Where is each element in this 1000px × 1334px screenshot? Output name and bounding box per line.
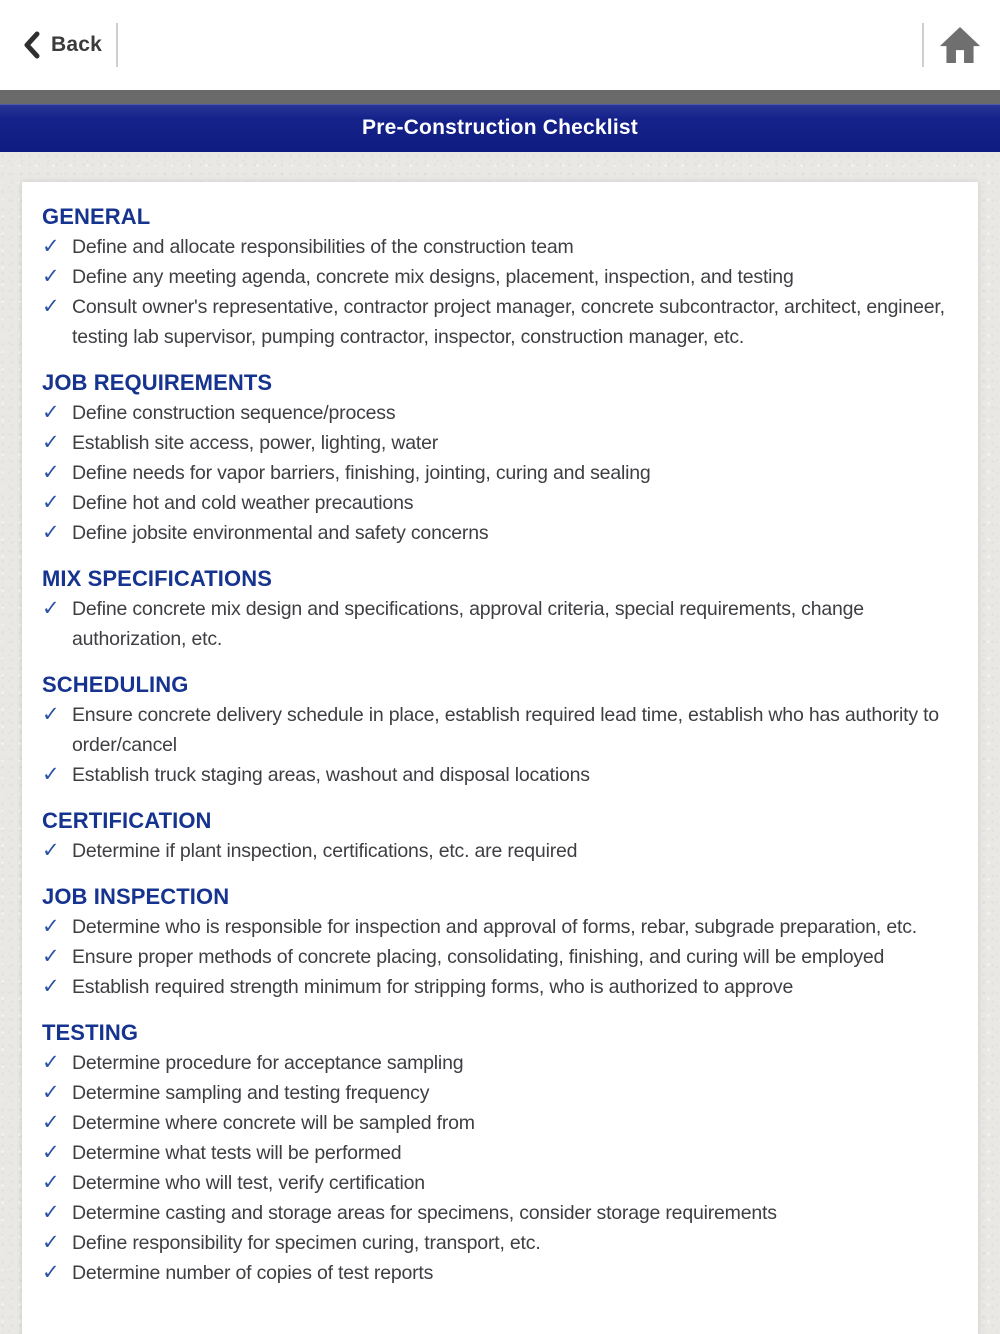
checklist-item xyxy=(42,292,958,352)
checklist-item xyxy=(42,760,958,790)
check-icon: ✓ xyxy=(42,1261,60,1284)
checklist-item-text: Define and allocate responsibilities of the construction team xyxy=(72,236,574,258)
check-icon: ✓ xyxy=(42,461,60,484)
checklist-item xyxy=(42,428,958,458)
checklist-section xyxy=(42,202,958,352)
checklist-item xyxy=(42,700,958,760)
checklist-section xyxy=(42,368,958,548)
checklist-item xyxy=(42,594,958,654)
checklist-item-text: Define responsibility for specimen curing, transport, etc. xyxy=(72,1232,541,1254)
home-button[interactable] xyxy=(938,23,982,67)
checklist-item-text: Define needs for vapor barriers, finishing, jointing, curing and sealing xyxy=(72,462,651,484)
checklist-item-text: Determine procedure for acceptance sampling xyxy=(72,1052,464,1074)
checklist-item-text: Define jobsite environmental and safety concerns xyxy=(72,522,489,544)
content-area xyxy=(0,152,1000,1334)
checklist-item-text: Ensure proper methods of concrete placing, consolidating, finishing, and curing will be employed xyxy=(72,946,885,968)
check-icon: ✓ xyxy=(42,401,60,424)
check-icon: ✓ xyxy=(42,431,60,454)
nav-divider-right xyxy=(922,23,924,67)
checklist-item-text: Determine casting and storage areas for specimens, consider storage requirements xyxy=(72,1202,777,1224)
checklist-item-text: Establish required strength minimum for stripping forms, who is authorized to approve xyxy=(72,976,794,998)
checklist-item-text: Determine what tests will be performed xyxy=(72,1142,402,1164)
checklist-item-text: Define construction sequence/process xyxy=(72,402,396,424)
checklist-card xyxy=(22,182,978,1334)
back-button[interactable] xyxy=(22,31,102,59)
checklist-item-text: Determine number of copies of test reports xyxy=(72,1262,434,1284)
checklist-sections xyxy=(42,202,958,1288)
checklist-item xyxy=(42,398,958,428)
checklist-item xyxy=(42,1078,958,1108)
checklist-item xyxy=(42,1228,958,1258)
top-nav-bar xyxy=(0,0,1000,90)
nav-divider-left xyxy=(116,23,118,67)
check-icon: ✓ xyxy=(42,597,60,620)
checklist-item xyxy=(42,1048,958,1078)
checklist-item-text: Establish site access, power, lighting, water xyxy=(72,432,439,454)
checklist-item-text: Define any meeting agenda, concrete mix designs, placement, inspection, and testing xyxy=(72,266,794,288)
checklist-item-text: Determine who is responsible for inspection and approval of forms, rebar, subgrade preparation, etc. xyxy=(72,916,917,938)
check-icon: ✓ xyxy=(42,1141,60,1164)
check-icon: ✓ xyxy=(42,915,60,938)
page-title: Pre-Construction Checklist xyxy=(362,116,638,139)
check-icon: ✓ xyxy=(42,1171,60,1194)
checklist-item xyxy=(42,488,958,518)
section-heading: TESTING xyxy=(42,1020,139,1045)
checklist-item xyxy=(42,1108,958,1138)
check-icon: ✓ xyxy=(42,763,60,786)
check-icon: ✓ xyxy=(42,1231,60,1254)
back-label: Back xyxy=(51,33,103,56)
home-icon xyxy=(938,23,982,67)
checklist-item xyxy=(42,912,958,942)
checklist-item xyxy=(42,1168,958,1198)
checklist-item xyxy=(42,972,958,1002)
checklist-item xyxy=(42,458,958,488)
checklist-item-text: Determine where concrete will be sampled from xyxy=(72,1112,475,1134)
section-heading: CERTIFICATION xyxy=(42,808,212,833)
checklist-item-text: Consult owner's representative, contractor project manager, concrete subcontractor, architect, engineer, testing lab supervisor, pumping contractor, inspector, construction manager, etc. xyxy=(72,296,945,348)
section-heading: GENERAL xyxy=(42,204,151,229)
check-icon: ✓ xyxy=(42,975,60,998)
section-heading: JOB REQUIREMENTS xyxy=(42,370,273,395)
checklist-item-text: Determine sampling and testing frequency xyxy=(72,1082,430,1104)
back-chevron-icon xyxy=(22,31,42,59)
checklist-item-text: Determine if plant inspection, certifications, etc. are required xyxy=(72,840,578,862)
title-bar xyxy=(0,104,1000,152)
check-icon: ✓ xyxy=(42,703,60,726)
checklist-item xyxy=(42,1198,958,1228)
checklist-item-text: Define concrete mix design and specifications, approval criteria, special requirements, change authorization, etc. xyxy=(72,598,864,650)
section-heading: MIX SPECIFICATIONS xyxy=(42,566,272,591)
checklist-section xyxy=(42,1018,958,1288)
checklist-section xyxy=(42,806,958,866)
check-icon: ✓ xyxy=(42,1081,60,1104)
checklist-item xyxy=(42,1258,958,1288)
checklist-item xyxy=(42,518,958,548)
check-icon: ✓ xyxy=(42,1051,60,1074)
checklist-item-text: Determine who will test, verify certification xyxy=(72,1172,425,1194)
check-icon: ✓ xyxy=(42,491,60,514)
checklist-item xyxy=(42,836,958,866)
checklist-item xyxy=(42,1138,958,1168)
checklist-item xyxy=(42,942,958,972)
section-heading: JOB INSPECTION xyxy=(42,884,230,909)
check-icon: ✓ xyxy=(42,1201,60,1224)
check-icon: ✓ xyxy=(42,235,60,258)
check-icon: ✓ xyxy=(42,295,60,318)
checklist-item-text: Ensure concrete delivery schedule in place, establish required lead time, establish who has authority to order/cancel xyxy=(72,704,939,756)
check-icon: ✓ xyxy=(42,839,60,862)
checklist-item xyxy=(42,262,958,292)
checklist-section xyxy=(42,564,958,654)
check-icon: ✓ xyxy=(42,521,60,544)
section-heading: SCHEDULING xyxy=(42,672,189,697)
check-icon: ✓ xyxy=(42,945,60,968)
separator-bar xyxy=(0,90,1000,104)
checklist-item-text: Define hot and cold weather precautions xyxy=(72,492,414,514)
checklist-section xyxy=(42,670,958,790)
checklist-section xyxy=(42,882,958,1002)
check-icon: ✓ xyxy=(42,1111,60,1134)
check-icon: ✓ xyxy=(42,265,60,288)
checklist-item-text: Establish truck staging areas, washout and disposal locations xyxy=(72,764,590,786)
checklist-item xyxy=(42,232,958,262)
